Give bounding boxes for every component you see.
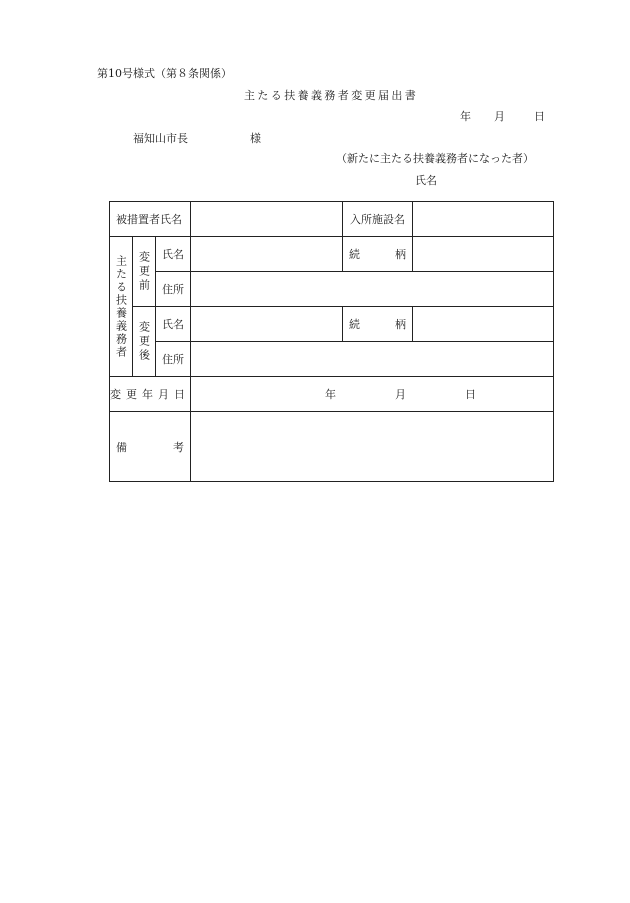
relation-label-2: 柄: [395, 247, 407, 261]
after-address-row: [110, 342, 554, 377]
document-title: 主たる扶養義務者変更届出書: [244, 89, 419, 102]
after-cell: [133, 307, 156, 377]
after-name-label: 氏名: [156, 307, 191, 342]
remarks-label-1: 備: [116, 441, 127, 454]
day-label: 日: [534, 110, 545, 123]
submission-date: [460, 111, 545, 122]
before-relation-label: [343, 237, 413, 272]
change-date-row: [110, 377, 554, 412]
facility-label: 入所施設名: [343, 202, 413, 237]
applicant-name-label: 氏名: [415, 174, 437, 187]
remarks-field[interactable]: [191, 412, 554, 482]
before-address-row: [110, 272, 554, 307]
after-relation-field[interactable]: [413, 307, 554, 342]
relation-label-2: 柄: [395, 317, 407, 331]
before-address-field[interactable]: [191, 272, 554, 307]
subject-name-label: 被措置者氏名: [110, 202, 191, 237]
remarks-label: [110, 412, 191, 482]
before-label: 変更前: [137, 250, 151, 293]
after-address-field[interactable]: [191, 342, 554, 377]
form-number: 第10号様式（第８条関係）: [97, 67, 232, 80]
subject-row: [110, 202, 554, 237]
facility-field[interactable]: [413, 202, 554, 237]
relation-label-1: 続: [349, 317, 361, 331]
before-cell: [133, 237, 156, 307]
before-address-label: 住所: [156, 272, 191, 307]
change-date-label: 変更年月日: [110, 377, 191, 412]
obligor-group-cell: [110, 237, 133, 377]
before-name-field[interactable]: [191, 237, 343, 272]
after-name-field[interactable]: [191, 307, 343, 342]
after-address-label: 住所: [156, 342, 191, 377]
after-name-row: [110, 307, 554, 342]
addressee-honorific: 様: [250, 132, 261, 145]
after-label: 変更後: [137, 320, 151, 363]
remarks-label-2: 考: [173, 441, 185, 454]
obligor-group-label: 主たる扶養義務者: [114, 254, 128, 359]
change-date-field[interactable]: [191, 377, 554, 412]
relation-label-1: 続: [349, 247, 361, 261]
year-label: 年: [460, 110, 471, 123]
after-relation-label: [343, 307, 413, 342]
before-name-label: 氏名: [156, 237, 191, 272]
before-relation-field[interactable]: [413, 237, 554, 272]
remarks-row: [110, 412, 554, 482]
change-year-label: 年: [325, 387, 337, 401]
addressee-name: 福知山市長: [133, 132, 188, 145]
before-name-row: [110, 237, 554, 272]
change-day-label: 日: [465, 387, 477, 401]
change-month-label: 月: [395, 387, 407, 401]
form-table: [109, 201, 554, 482]
subject-name-field[interactable]: [191, 202, 343, 237]
applicant-note: （新たに主たる扶養義務者になった者）: [336, 152, 534, 165]
month-label: 月: [494, 110, 505, 123]
addressee: [133, 133, 261, 144]
